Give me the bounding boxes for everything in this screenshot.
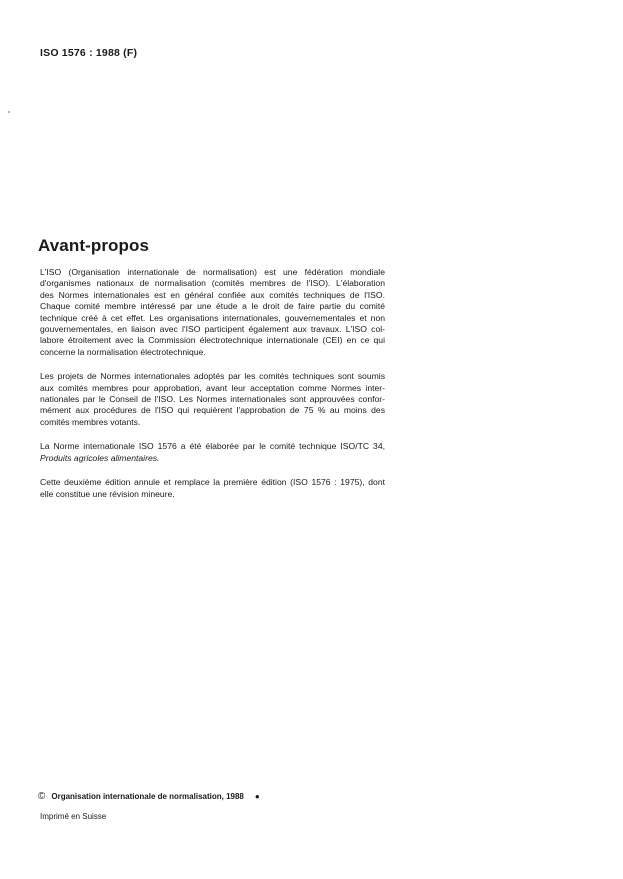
text-line: L'ISO (Organisation internationale de normalisation) est une fédération mondiale [40, 267, 385, 277]
section-title: Avant-propos [38, 236, 150, 255]
printed-in: Imprimé en Suisse [40, 812, 107, 821]
text-line: des Normes internationales est en général confiée aux comités techniques de l'ISO. [40, 289, 385, 300]
text-line: mément aux procédures de l'ISO qui requièrent l'approbation de 75 % au moins des [40, 405, 385, 416]
text-line: elle constitue une révision mineure. [40, 488, 175, 499]
standard-id-header: ISO 1576 : 1988 (F) [40, 47, 138, 59]
paragraph-approval-process [40, 371, 385, 428]
foreword-body [40, 267, 385, 500]
text-line: d'organismes nationaux de normalisation (comités membres de l'ISO). L'élaboration [40, 278, 385, 289]
text-line: comités membres votants. [40, 416, 141, 427]
text-line: nationales par le Conseil de l'ISO. Les Normes internationales sont approuvées confor- [40, 394, 385, 405]
text-line: La Norme internationale ISO 1576 a été élaborée par le comité technique ISO/TC 34, [40, 441, 385, 452]
committee-name: Produits agricoles alimentaires. [40, 452, 160, 463]
text-line: labore étroitement avec la Commission électrotechnique internationale (CEI) en ce qui [40, 335, 385, 346]
paragraph-iso-description [40, 267, 385, 358]
copyright-notice [38, 791, 260, 802]
text-line: technique créé à cet effet. Les organisations internationales, gouvernementales et non [40, 312, 385, 323]
copyright-icon: © [38, 791, 46, 802]
text-line: gouvernementales, en liaison avec l'ISO participent également aux travaux. L'ISO col- [40, 324, 385, 335]
text-line: concerne la normalisation électrotechnique. [40, 346, 206, 357]
text-line: Les projets de Normes internationales adoptés par les comités techniques sont soumis [40, 371, 385, 382]
text-line: aux comités membres pour approbation, avant leur acceptation comme Normes inter- [40, 382, 385, 393]
paragraph-committee [40, 441, 385, 464]
text-line: Cette deuxième édition annule et remplace la première édition (ISO 1576 : 1975), dont [40, 477, 385, 488]
text-line: Chaque comité membre intéressé par une étude a le droit de faire partie du comité [40, 301, 385, 312]
bullet-icon: ● [254, 792, 260, 801]
scan-speck [8, 111, 10, 113]
copyright-organization: Organisation internationale de normalisation, 1988 [51, 792, 244, 801]
paragraph-edition [40, 477, 385, 500]
